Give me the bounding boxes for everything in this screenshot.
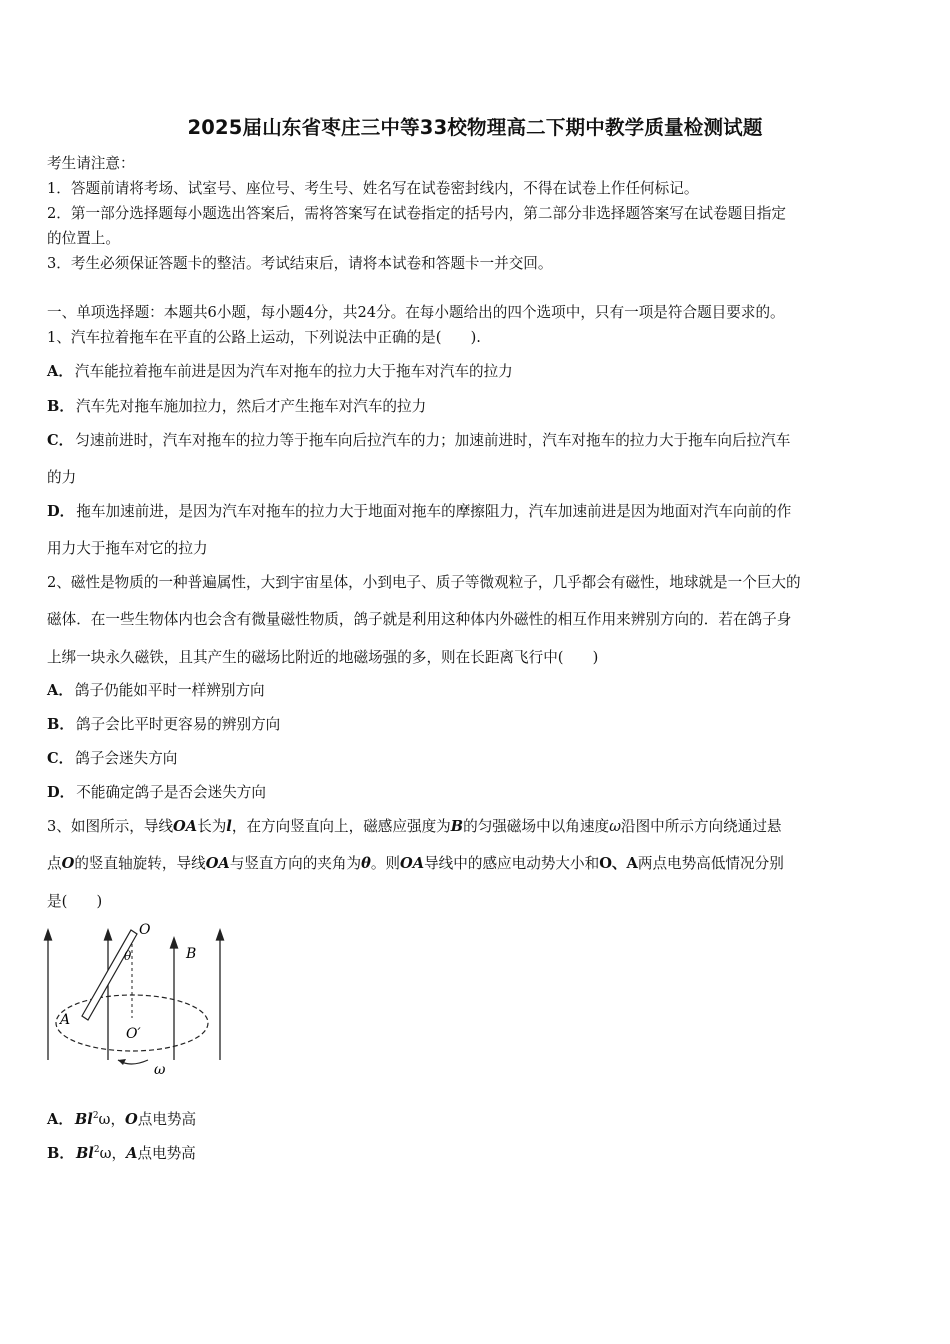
q1-option-c-cont: 的力 <box>47 469 77 486</box>
q3-figure <box>38 918 238 1078</box>
q3-stem-1: 3、如图所示，导线OA长为l，在方向竖直向上，磁感应强度为B的匀强磁场中以角速度ω沿图中所示方向绕通过悬 <box>47 818 782 835</box>
q1-option-c: C． 匀速前进时，汽车对拖车的拉力等于拖车向后拉汽车的力；加速前进时，汽车对拖车的拉力大于拖车向后拉汽车 <box>47 432 791 449</box>
notice-item-2-cont: 的位置上。 <box>47 230 120 247</box>
q2-stem-2: 磁体．在一些生物体内也会含有微量磁性物质，鸽子就是利用这种体内外磁性的相互作用来辨别方向的．若在鸽子身 <box>47 611 792 628</box>
field-arrow-2 <box>105 930 112 940</box>
q2-stem-1: 2、磁性是物质的一种普遍属性，大到宇宙星体，小到电子、质子等微观粒子，几乎都会有磁性，地球就是一个巨大的 <box>47 574 801 591</box>
label-o: O <box>139 922 151 938</box>
notice-item-1: 1．答题前请将考场、试室号、座位号、考生号、姓名写在试卷密封线内，不得在试卷上作任何标记。 <box>47 180 699 197</box>
label-a: A <box>60 1012 71 1028</box>
notice-item-2: 2．第一部分选择题每小题选出答案后，需将答案写在试卷指定的括号内，第二部分非选择题答案写在试卷题目指定 <box>47 205 786 222</box>
q3-stem-2: 点O的竖直轴旋转，导线OA与竖直方向的夹角为θ。则OA导线中的感应电动势大小和O、A两点电势高低情况分别 <box>47 855 784 872</box>
q1-option-d-cont: 用力大于拖车对它的拉力 <box>47 540 208 557</box>
label-b: B <box>186 946 197 962</box>
q3-stem-3: 是( ) <box>47 893 103 910</box>
q2-option-a: A． 鸽子仍能如平时一样辨别方向 <box>47 682 265 699</box>
rod-oa <box>82 930 137 1020</box>
label-omega: ω <box>154 1062 166 1078</box>
q1-option-a: A． 汽车能拉着拖车前进是因为汽车对拖车的拉力大于拖车对汽车的拉力 <box>47 363 513 380</box>
section-heading: 一、单项选择题：本题共6小题，每小题4分，共24分。在每小题给出的四个选项中，只有一项是符合题目要求的。 <box>47 304 785 321</box>
q2-stem-3: 上绑一块永久磁铁，且其产生的磁场比附近的地磁场强的多，则在长距离飞行中( ) <box>47 649 599 666</box>
notice-item-3: 3．考生必须保证答题卡的整洁。考试结束后，请将本试卷和答题卡一并交回。 <box>47 255 553 272</box>
field-arrow-1 <box>45 930 52 940</box>
q3-option-b: B． Bl$^2$ω，A点电势高 <box>47 1145 196 1162</box>
q1-option-d: D． 拖车加速前进，是因为汽车对拖车的拉力大于地面对拖车的摩擦阻力，汽车加速前进是因为地面对汽车向前的作 <box>47 503 792 520</box>
rotation-arrowhead <box>118 1059 126 1065</box>
q3-option-a: A． Bl$^2$ω，O点电势高 <box>47 1111 197 1128</box>
rotation-ellipse <box>56 995 208 1051</box>
q2-option-c: C． 鸽子会迷失方向 <box>47 750 178 767</box>
page-title: 2025届山东省枣庄三中等33校物理高二下期中教学质量检测试题 <box>187 116 763 139</box>
q1-stem: 1、汽车拉着拖车在平直的公路上运动，下列说法中正确的是( ). <box>47 329 481 346</box>
notice-heading: 考生请注意： <box>47 155 135 172</box>
q2-option-d: D． 不能确定鸽子是否会迷失方向 <box>47 784 266 801</box>
field-arrow-3 <box>171 938 178 948</box>
label-theta: θ <box>124 949 132 963</box>
label-o-prime: O′ <box>126 1026 141 1042</box>
field-arrow-4 <box>217 930 224 940</box>
q1-option-b: B． 汽车先对拖车施加拉力，然后才产生拖车对汽车的拉力 <box>47 398 427 415</box>
q2-option-b: B． 鸽子会比平时更容易的辨别方向 <box>47 716 281 733</box>
